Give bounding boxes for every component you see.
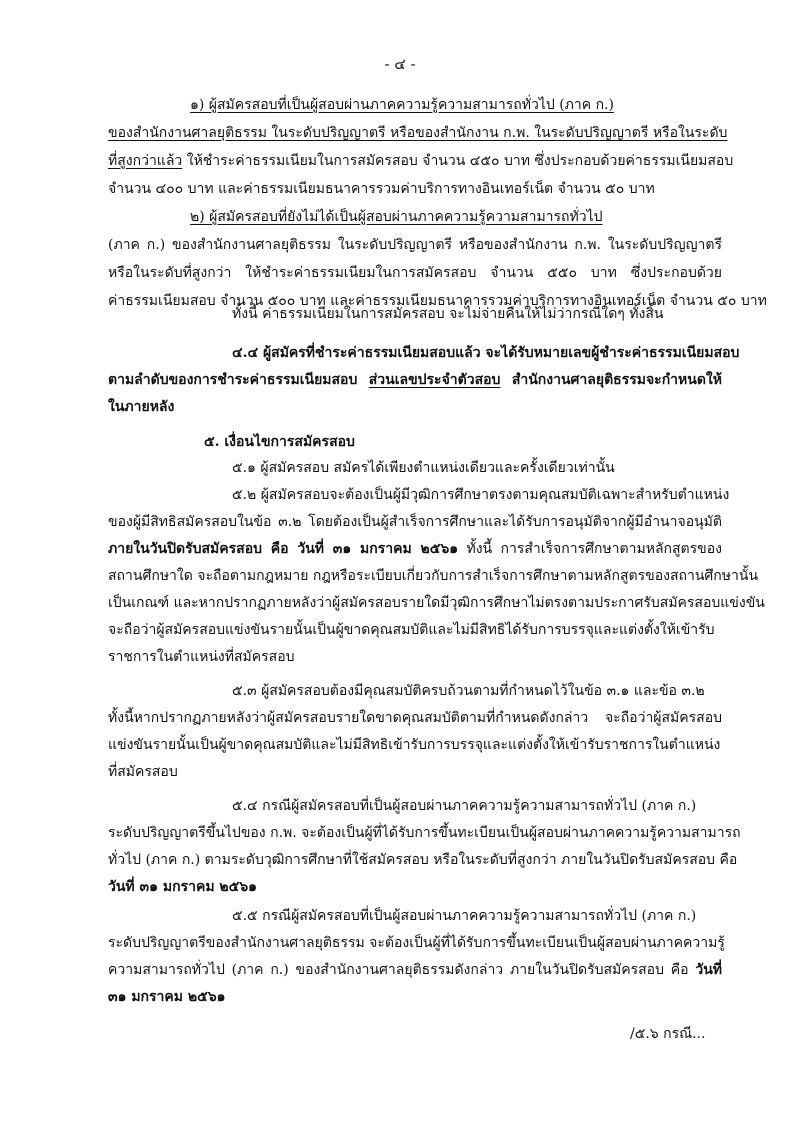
p44-line1: ๔.๔ ผู้สมัครที่ชำระค่าธรรมเนียมสอบแล้ว จะได้รับหมายเลขผู้ชำระค่าธรรมเนียมสอบ [232, 345, 740, 361]
p44-line2-a: ตามลำดับของการชำระค่าธรรมเนียมสอบ [108, 372, 369, 388]
p2-line2: (ภาค ก.) ของสำนักงานศาลยุติธรรม ในระดับปริญญาตรี หรือของสำนักงาน ก.พ. ในระดับปริญญาตรี [108, 237, 722, 253]
p1-line2: ของสำนักงานศาลยุติธรรม ในระดับปริญญาตรี หรือของสำนักงาน ก.พ. ในระดับปริญญาตรี หรือในระดับ [108, 125, 728, 141]
p52-line3-rest: ทั้งนี้ การสำเร็จการศึกษาตามหลักสูตรของ [458, 541, 722, 557]
p52-line6: จะถือว่าผู้สมัครสอบแข่งขันรายนั้นเป็นผู้ขาดคุณสมบัติและไม่มีสิทธิได้รับการบรรจุและแต่งตั้งให้เข้ารับ [108, 622, 715, 638]
p52-line3 [108, 539, 722, 559]
p55-line4: ๓๑ มกราคม ๒๕๖๑ [108, 989, 226, 1005]
p55-line3-bold: วันที่ [695, 962, 722, 978]
p53-line3: แข่งขันรายนั้นเป็นผู้ขาดคุณสมบัติและไม่มีสิทธิเข้ารับการบรรจุและแต่งตั้งให้เข้ารับราชการในตำแหน่ง [108, 737, 721, 753]
p55-line3-a: ความสามารถทั่วไป (ภาค ก.) ของสำนักงานศาลยุติธรรมดังกล่าว ภายในวันปิดรับสมัครสอบ คือ [108, 962, 696, 978]
p55-line2: ระดับปริญญาตรีของสำนักงานศาลยุติธรรม จะต้องเป็นผู้ที่ได้รับการขึ้นทะเบียนเป็นผู้สอบผ่านภาคความรู้ [108, 935, 725, 951]
p2-line5: ทั้งนี้ ค่าธรรมเนียมในการสมัครสอบ จะไม่จ่ายคืนให้ไม่ว่ากรณีใดๆ ทั้งสิ้น [232, 306, 664, 322]
section5-heading: ๕. เงื่อนไขการสมัครสอบ [204, 434, 355, 450]
p2-line3: หรือในระดับที่สูงกว่า ให้ชำระค่าธรรมเนียมในการสมัครสอบ จำนวน ๕๕๐ บาท ซึ่งประกอบด้วย [108, 265, 722, 281]
p1-line3 [108, 151, 734, 171]
p44-line2-c: สำนักงานศาลยุติธรรมจะกำหนดให้ [500, 372, 722, 388]
p44-line2 [108, 370, 722, 390]
p44-line2-underlined: ส่วนเลขประจำตัวสอบ [368, 372, 501, 388]
p52-line7: ราชการในตำแหน่งที่สมัครสอบ [108, 649, 295, 665]
p52-line5: เป็นเกณฑ์ และหากปรากฏภายหลังว่าผู้สมัครสอบรายใดมีวุฒิการศึกษาไม่ตรงตามประกาศรับสมัครสอบแข่งขัน [108, 595, 765, 611]
p52-line3-bold: ภายในวันปิดรับสมัครสอบ คือ วันที่ ๓๑ มกราคม ๒๕๖๑ [108, 541, 459, 557]
p54-line4: วันที่ ๓๑ มกราคม ๒๕๖๑ [108, 879, 258, 895]
p1-line1: ๑) ผู้สมัครสอบที่เป็นผู้สอบผ่านภาคความรู้ความสามารถทั่วไป (ภาค ก.) [190, 97, 614, 113]
p51-line: ๕.๑ ผู้สมัครสอบ สมัครได้เพียงตำแหน่งเดียวและครั้งเดียวเท่านั้น [232, 460, 615, 476]
p44-line3: ในภายหลัง [108, 399, 175, 415]
continuation-footer: /๕.๖ กรณี... [630, 1026, 706, 1042]
page-number: - ๔ - [384, 55, 416, 73]
p2-line4: ค่าธรรมเนียมสอบ จำนวน ๕๐๐ บาท และค่าธรรมเนียมธนาคารรวมค่าบริการทางอินเทอร์เน็ต จำนวน ๕๐ บาท [108, 293, 767, 309]
p54-line1: ๕.๔ กรณีผู้สมัครสอบที่เป็นผู้สอบผ่านภาคความรู้ความสามารถทั่วไป (ภาค ก.) [232, 798, 697, 814]
p53-line2: ทั้งนี้หากปรากฏภายหลังว่าผู้สมัครสอบรายใดขาดคุณสมบัติตามที่กำหนดดังกล่าว จะถือว่าผู้สมัครสอบ [108, 710, 722, 726]
p53-line1: ๕.๓ ผู้สมัครสอบต้องมีคุณสมบัติครบถ้วนตามที่กำหนดไว้ในข้อ ๓.๑ และข้อ ๓.๒ [232, 683, 705, 699]
p52-line2: ของผู้มีสิทธิสมัครสอบในข้อ ๓.๒ โดยต้องเป็นผู้สำเร็จการศึกษาและได้รับการอนุมัติจากผู้มีอำนาจอนุมัติ [108, 514, 722, 530]
p53-line4: ที่สมัครสอบ [108, 764, 178, 780]
p54-line3: ทั่วไป (ภาค ก.) ตามระดับวุฒิการศึกษาที่ใช้สมัครสอบ หรือในระดับที่สูงกว่า ภายในวันปิดรับสมัครสอบ คือ [108, 852, 738, 868]
p2-line1: ๒) ผู้สมัครสอบที่ยังไม่ได้เป็นผู้สอบผ่านภาคความรู้ความสามารถทั่วไป [190, 209, 603, 225]
p55-line3 [108, 960, 722, 980]
p1-line3-rest: ให้ชำระค่าธรรมเนียมในการสมัครสอบ จำนวน ๔๕๐ บาท ซึ่งประกอบด้วยค่าธรรมเนียมสอบ [182, 153, 734, 169]
p52-line4: สถานศึกษาใด จะถือตามกฎหมาย กฎหรือระเบียบเกี่ยวกับการสำเร็จการศึกษาตามหลักสูตรของสถานศึกษานั้น [108, 568, 759, 584]
p1-line3-underlined: ที่สูงกว่าแล้ว [108, 153, 183, 169]
p52-line1: ๕.๒ ผู้สมัครสอบจะต้องเป็นผู้มีวุฒิการศึกษาตรงตามคุณสมบัติเฉพาะสำหรับตำแหน่ง [232, 487, 730, 503]
p54-line2: ระดับปริญญาตรีขึ้นไปของ ก.พ. จะต้องเป็นผู้ที่ได้รับการขึ้นทะเบียนเป็นผู้สอบผ่านภาคความรู้ความสามารถ [108, 825, 741, 841]
p1-line4: จำนวน ๔๐๐ บาท และค่าธรรมเนียมธนาคารรวมค่าบริการทางอินเทอร์เน็ต จำนวน ๕๐ บาท [108, 181, 655, 197]
p55-line1: ๕.๕ กรณีผู้สมัครสอบที่เป็นผู้สอบผ่านภาคความรู้ความสามารถทั่วไป (ภาค ก.) [232, 908, 697, 924]
